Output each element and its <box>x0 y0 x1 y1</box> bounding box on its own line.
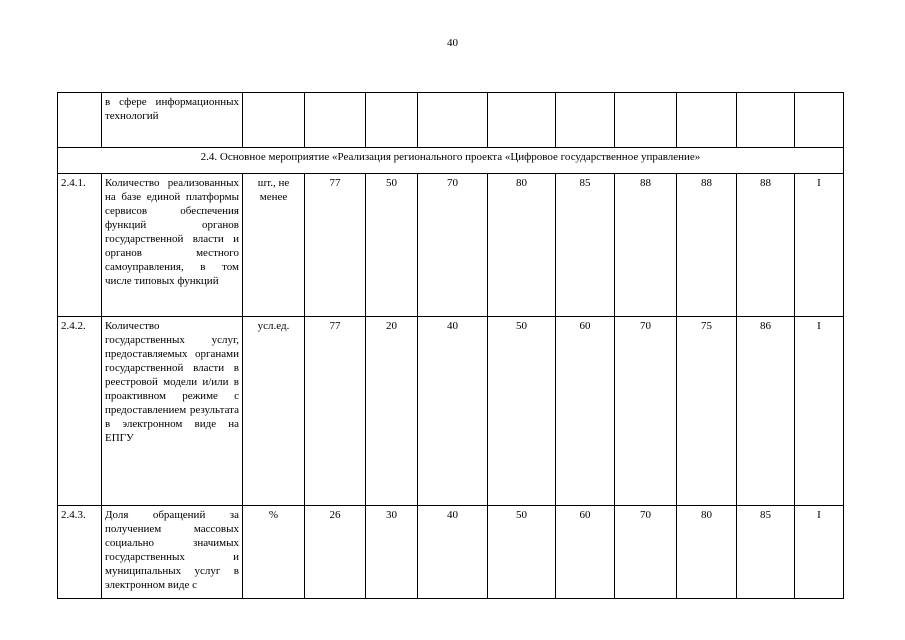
row-value: 86 <box>737 317 795 506</box>
row-unit: % <box>243 506 305 599</box>
row-code: 2.4.3. <box>58 506 102 599</box>
page-number: 40 <box>447 37 458 49</box>
row-value: 77 <box>305 317 366 506</box>
row-value <box>418 93 488 148</box>
section-row <box>58 148 844 174</box>
row-value: 40 <box>418 506 488 599</box>
row-value: 85 <box>556 174 615 317</box>
table-row <box>58 506 844 599</box>
table-row <box>58 174 844 317</box>
row-value: 50 <box>366 174 418 317</box>
row-value <box>737 93 795 148</box>
row-value <box>305 93 366 148</box>
row-name: Количество государственных услуг, предоставляемых органами государственной власти в реестровой модели и/или в проактивном режиме с предоставлением результата в электронном виде на ЕПГУ <box>102 317 243 506</box>
table-row <box>58 317 844 506</box>
row-name: Количество реализованных на базе единой платформы сервисов обеспечения функций органов государственной власти и органов местного самоуправления, в том числе типовых функций <box>102 174 243 317</box>
row-name: в сфере информационных технологий <box>102 93 243 148</box>
row-value: 50 <box>488 317 556 506</box>
row-value: 70 <box>615 506 677 599</box>
row-value: 60 <box>556 506 615 599</box>
table-row-continued <box>58 93 844 148</box>
row-value <box>488 93 556 148</box>
row-value: 26 <box>305 506 366 599</box>
row-value: 77 <box>305 174 366 317</box>
row-value: 40 <box>418 317 488 506</box>
row-value <box>366 93 418 148</box>
row-value: 30 <box>366 506 418 599</box>
row-value <box>795 93 844 148</box>
row-value: 88 <box>677 174 737 317</box>
row-code: 2.4.1. <box>58 174 102 317</box>
row-value: 70 <box>418 174 488 317</box>
section-title: 2.4. Основное мероприятие «Реализация регионального проекта «Цифровое государственное управление» <box>58 148 844 174</box>
row-code: 2.4.2. <box>58 317 102 506</box>
row-value: 80 <box>677 506 737 599</box>
row-value: 50 <box>488 506 556 599</box>
row-value: 88 <box>615 174 677 317</box>
row-value: I <box>795 317 844 506</box>
row-value: 85 <box>737 506 795 599</box>
row-value: 20 <box>366 317 418 506</box>
row-unit: усл.ед. <box>243 317 305 506</box>
row-value: 80 <box>488 174 556 317</box>
row-value <box>556 93 615 148</box>
row-value: I <box>795 506 844 599</box>
row-value: 75 <box>677 317 737 506</box>
row-value: 88 <box>737 174 795 317</box>
row-value: 70 <box>615 317 677 506</box>
row-unit: шт., не менее <box>243 174 305 317</box>
row-name: Доля обращений за получением массовых социально значимых государственных и муниципальных услуг в электронном виде с <box>102 506 243 599</box>
row-value <box>615 93 677 148</box>
row-code <box>58 93 102 148</box>
row-value <box>677 93 737 148</box>
row-value: 60 <box>556 317 615 506</box>
row-value: I <box>795 174 844 317</box>
row-unit <box>243 93 305 148</box>
indicators-table <box>57 92 844 599</box>
